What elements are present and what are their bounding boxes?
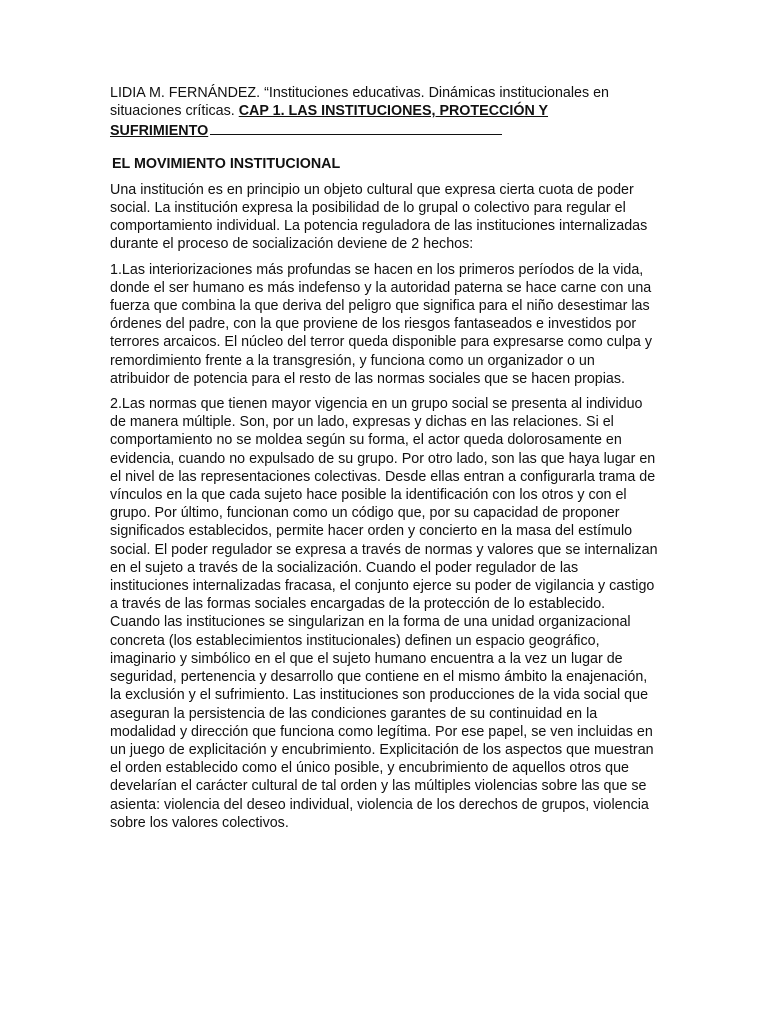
paragraph-point-1: 1.Las interiorizaciones más profundas se hacen en los primeros períodos de la vida, donde el ser humano es más indefenso y la autoridad paterna se hace carne con una fuerza que combina la que deriva del peligro que significa para el niño desestimar las órdenes del padre, con la que proviene de los riesgos fantaseados e investidos por terrores arcaicos. El núcleo del terror queda disponible para expresarse como culpa y remordimiento frente a la transgresión, y funciona como un organizador o un atribuidor de potencia para el resto de las normas sociales que se hacen propias. [110,261,652,387]
section-title: EL MOVIMIENTO INSTITUCIONAL [112,155,341,172]
document-page [110,84,658,839]
chapter-title-line-2: SUFRIMIENTO [110,123,209,140]
citation-text: LIDIA M. FERNÁNDEZ. “Instituciones educativas. Dinámicas institucionales en situaciones críticas. [110,85,609,120]
header-underline-rule [210,120,502,135]
paragraph-intro: Una institución es en principio un objeto cultural que expresa cierta cuota de poder social. La institución expresa la posibilidad de lo grupal o colectivo para regular el comportamiento individual. La potencia reguladora de las instituciones internalizadas durante el proceso de socialización deviene de 2 hechos: [110,181,648,253]
paragraph-point-2: 2.Las normas que tienen mayor vigencia en un grupo social se presenta al individuo de manera múltiple. Son, por un lado, expresas y dichas en las relaciones. Si el comportamiento no se moldea según su forma, el actor queda dolorosamente en evidencia, cuando no expulsado de su grupo. Por otro lado, son las que haya lugar en el nivel de las representaciones colectivas. Desde ellas entran a configurarla trama de vínculos en la que cada sujeto hace posible la identificación con los otros y con el grupo. Por último, funcionan como un código que, por su capacidad de proponer significados establecidos, permite hacer orden y concierto en la masa del estímulo social. El poder regulador se expresa a través de normas y valores que se internalizan en el sujeto a través de la socialización. Cuando el poder regulador de las instituciones internalizadas fracasa, el conjunto ejerce su poder de vigilancia y castigo a través de las formas sociales encargadas de la protección de lo establecido. Cuando las instituciones se singularizan en la forma de una unidad organizacional concreta (los establecimientos institucionales) definen un espacio geográfico, imaginario y simbólico en el que el sujeto humano encuentra a la vez un lugar de seguridad, pertenencia y desarrollo que contiene en el mismo ámbito la enajenación, la exclusión y el sufrimiento. Las instituciones son producciones de la vida social que aseguran la persistencia de las condiciones garantes de su continuidad en la modalidad y dirección que funciona como legítima. Por ese papel, se ven incluidas en un juego de explicitación y encubrimiento. Explicitación de los aspectos que muestran el orden establecido como el único posible, y encubrimiento de aquellos otros que develarían el carácter cultural de tal orden y las múltiples violencias sobre las que se asienta: violencia del deseo individual, violencia de los derechos de grupos, violencia sobre los valores colectivos. [110,396,658,831]
chapter-title-line-1: CAP 1. LAS INSTITUCIONES, PROTECCIÓN Y [238,103,549,120]
document-header [110,84,658,141]
